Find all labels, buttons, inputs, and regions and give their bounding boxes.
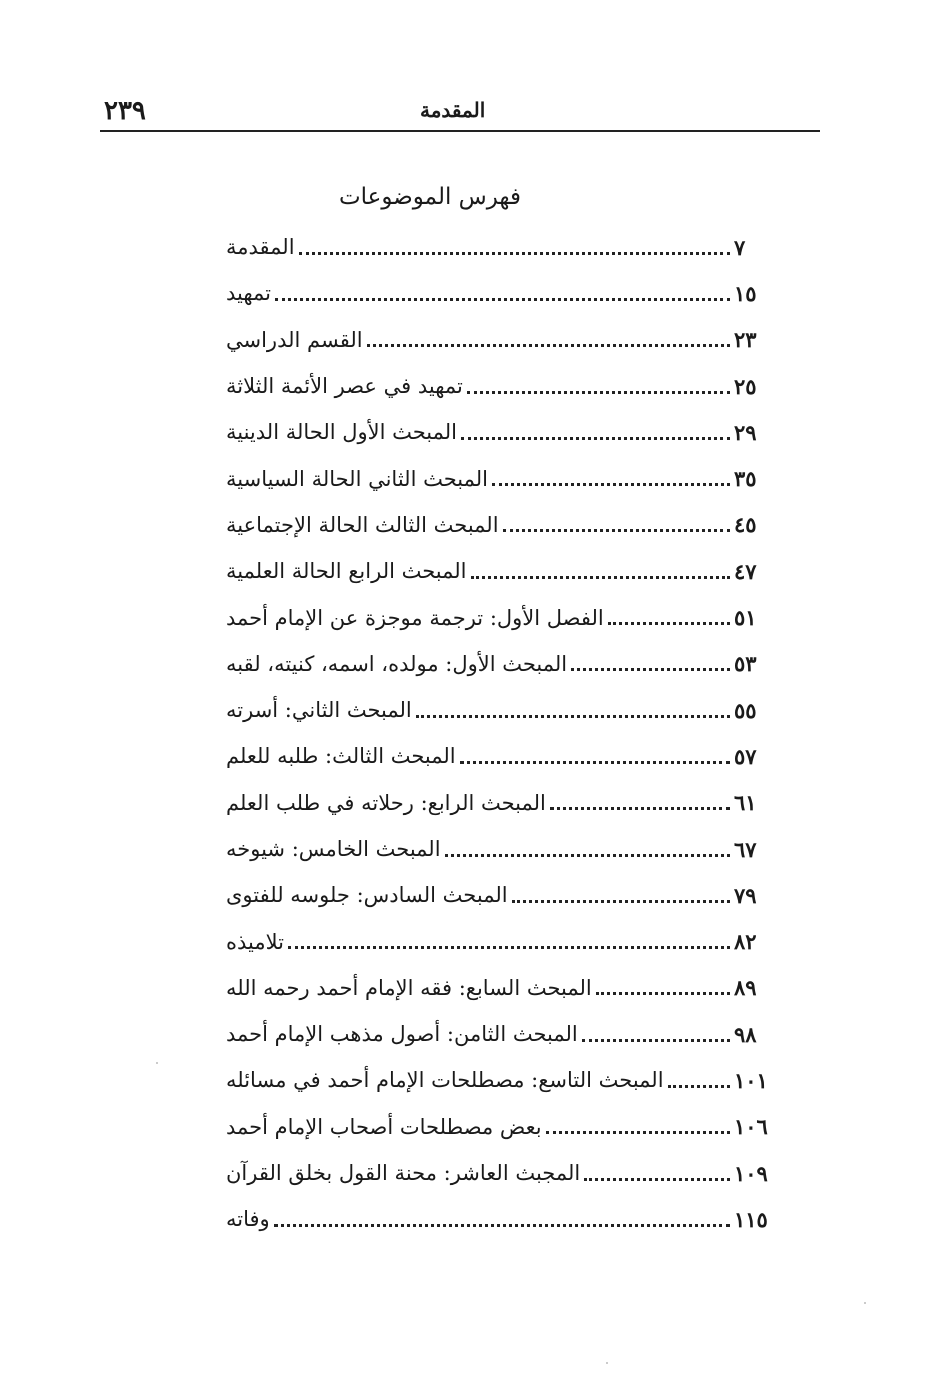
scan-speck <box>156 1062 158 1064</box>
dot-leader <box>512 900 730 903</box>
toc-entry-title: المبحث الأول: مولده، اسمه، كنيته، لقبه <box>226 651 568 676</box>
toc-entry-title: المبحث السابع: فقه الإمام أحمد رحمه الله <box>226 975 592 1000</box>
toc-entry-title: المبحث التاسع: مصطلحات الإمام أحمد في مسائله <box>226 1068 664 1093</box>
dot-leader <box>275 298 730 301</box>
toc-entry-title: المبحث الرابع: رحلاته في طلب العلم <box>226 790 546 815</box>
toc-title: فهرس الموضوعات <box>338 184 522 210</box>
toc-entry-page-number: ٥١ <box>734 605 757 631</box>
toc-entry-title: المبحث الثاني الحالة السياسية <box>226 466 488 491</box>
toc-entry <box>220 687 768 733</box>
toc-entry-title: وفاته <box>226 1207 270 1232</box>
dot-leader <box>471 576 731 579</box>
toc-entry <box>220 641 768 687</box>
toc-entry-page-number: ١٠٩ <box>734 1160 768 1186</box>
toc-entry <box>220 1196 768 1242</box>
toc-entry-page-number: ٥٣ <box>734 651 757 677</box>
toc-entry <box>220 1011 768 1057</box>
toc-entry <box>220 455 768 501</box>
toc-entry-page-number: ٨٩ <box>734 975 757 1001</box>
toc-entry-title: القسم الدراسي <box>226 327 363 352</box>
toc-entry-title: الفصل الأول: ترجمة موجزة عن الإمام أحمد <box>226 605 604 630</box>
toc-entry <box>220 733 768 779</box>
dot-leader <box>503 529 730 532</box>
dot-leader <box>550 807 730 810</box>
toc-entry <box>220 409 768 455</box>
dot-leader <box>274 1224 730 1227</box>
dot-leader <box>461 437 730 440</box>
toc-entry-page-number: ٤٧ <box>734 558 757 584</box>
toc-entry <box>220 224 768 270</box>
header-rule <box>100 130 820 132</box>
dot-leader <box>668 1085 730 1088</box>
toc-entry <box>220 1057 768 1103</box>
toc-entry-page-number: ٢٩ <box>734 419 757 445</box>
toc-entry <box>220 502 768 548</box>
dot-leader <box>460 761 730 764</box>
page-number: ٢٣٩ <box>104 96 146 126</box>
toc-entry <box>220 1104 768 1150</box>
toc-entry-title: المبحث الرابع الحالة العلمية <box>226 559 467 584</box>
toc-entry-page-number: ١٥ <box>734 280 757 306</box>
dot-leader <box>299 252 730 255</box>
toc-entry-title: المبحث الثالث الحالة الإجتماعية <box>226 512 499 537</box>
toc-entry <box>220 363 768 409</box>
toc-entry-title: المبحث الثاني: أسرته <box>226 698 412 723</box>
toc-entry <box>220 1150 768 1196</box>
toc-entry <box>220 780 768 826</box>
toc-entry-title: المقدمة <box>226 235 295 260</box>
dot-leader <box>416 715 730 718</box>
toc-entry-page-number: ٢٥ <box>734 373 757 399</box>
dot-leader <box>608 622 730 625</box>
dot-leader <box>492 483 730 486</box>
toc-entry-page-number: ٥٥ <box>734 697 757 723</box>
toc-entry-page-number: ٧٩ <box>734 882 757 908</box>
toc-entry-page-number: ٦١ <box>734 790 757 816</box>
toc-entry <box>220 270 768 316</box>
dot-leader <box>582 1039 730 1042</box>
toc-entry-page-number: ٩٨ <box>734 1021 757 1047</box>
toc-entry-page-number: ٤٥ <box>734 512 757 538</box>
toc-entry-page-number: ١١٥ <box>734 1206 768 1232</box>
toc-entry <box>220 594 768 640</box>
toc-entry-title: تلاميذه <box>226 929 284 954</box>
table-of-contents <box>220 224 768 1243</box>
dot-leader <box>546 1131 730 1134</box>
toc-entry-title: تمهيد في عصر الأئمة الثلاثة <box>226 374 463 399</box>
toc-entry <box>220 826 768 872</box>
toc-entry <box>220 965 768 1011</box>
toc-entry <box>220 918 768 964</box>
dot-leader <box>467 391 730 394</box>
toc-entry-page-number: ٥٧ <box>734 743 757 769</box>
toc-entry <box>220 317 768 363</box>
dot-leader <box>288 946 730 949</box>
toc-entry <box>220 872 768 918</box>
running-head <box>100 92 820 132</box>
toc-entry-page-number: ٦٧ <box>734 836 757 862</box>
dot-leader <box>584 1178 730 1181</box>
toc-entry-title: تمهيد <box>226 281 272 306</box>
toc-entry-page-number: ٨٢ <box>734 929 757 955</box>
toc-entry-page-number: ٢٣ <box>734 327 757 353</box>
toc-entry-title: المبحث الثامن: أصول مذهب الإمام أحمد <box>226 1022 578 1047</box>
toc-entry-page-number: ٣٥ <box>734 466 757 492</box>
toc-entry-page-number: ٧ <box>734 234 746 260</box>
toc-entry <box>220 548 768 594</box>
dot-leader <box>367 344 730 347</box>
dot-leader <box>596 992 730 995</box>
toc-entry-page-number: ١٠١ <box>734 1067 768 1093</box>
toc-entry-title: المبحث الخامس: شيوخه <box>226 837 441 861</box>
toc-entry-title: المبحث الثالث: طلبه للعلم <box>226 744 456 769</box>
dot-leader <box>571 668 730 671</box>
running-section-title: المقدمة <box>420 98 486 122</box>
scan-speck <box>864 1302 866 1304</box>
dot-leader <box>445 854 730 857</box>
toc-entry-title: المبحث السادس: جلوسه للفتوى <box>226 883 508 908</box>
toc-entry-page-number: ١٠٦ <box>734 1114 768 1140</box>
toc-entry-title: بعض مصطلحات أصحاب الإمام أحمد <box>226 1114 542 1139</box>
toc-entry-title: المجبث العاشر: محنة القول بخلق القرآن <box>226 1161 581 1186</box>
scan-speck <box>606 1362 608 1364</box>
toc-entry-title: المبحث الأول الحالة الدينية <box>226 420 457 445</box>
